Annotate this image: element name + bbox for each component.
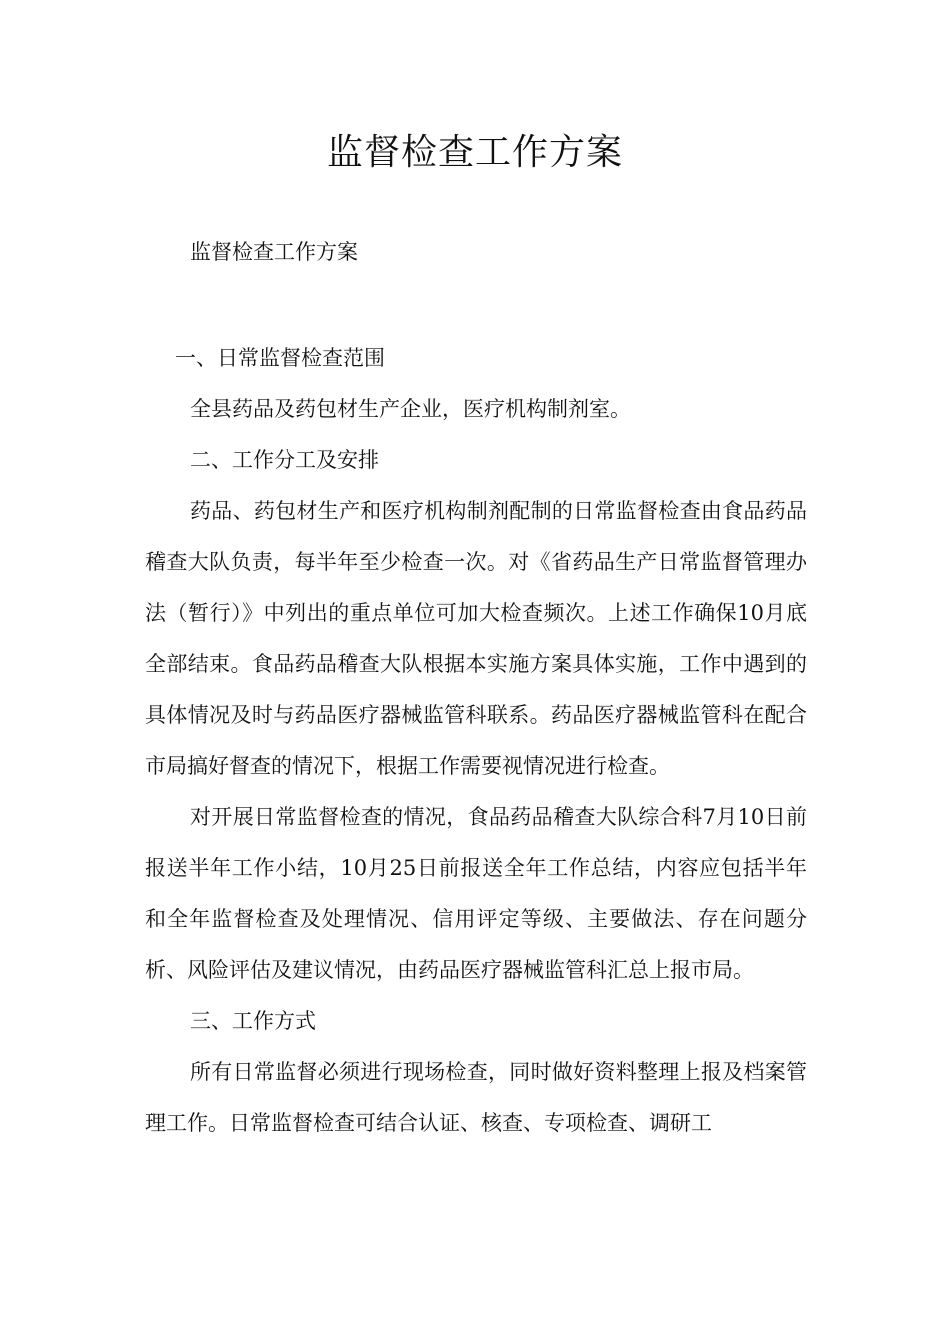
paragraph-method: 所有日常监督必须进行现场检查，同时做好资料整理上报及档案管理工作。日常监督检查可结合认证、核查、专项检查、调研工 (145, 1060, 807, 1135)
paragraph-scope: 全县药品及药包材生产企业，医疗机构制剂室。 (190, 397, 631, 421)
paragraph-reporting: 对开展日常监督检查的情况，食品药品稽查大队综合科7月10日前报送半年工作小结，10月25日前报送全年工作总结，内容应包括半年和全年监督检查及处理情况、信用评定等级、主要做法、存在问题分析、风险评估及建议情况，由药品医疗器械监管科汇总上报市局。 (145, 805, 807, 982)
section-heading-3: 三、工作方式 (190, 1009, 316, 1033)
document-subtitle: 监督检查工作方案 (190, 240, 358, 264)
paragraph-arrangement: 药品、药包材生产和医疗机构制剂配制的日常监督检查由食品药品稽查大队负责，每半年至少检查一次。对《省药品生产日常监督管理办法（暂行）》中列出的重点单位可加大检查频次。上述工作确保10月底全部结束。食品药品稽查大队根据本实施方案具体实施，工作中遇到的具体情况及时与药品医疗器械监管科联系。药品医疗器械监管科在配合市局搞好督查的情况下，根据工作需要视情况进行检查。 (145, 499, 807, 778)
document-body (145, 333, 807, 1149)
document-title: 监督检查工作方案 (326, 132, 623, 173)
section-heading-1: 一、日常监督检查范围 (175, 346, 385, 370)
section-heading-2: 二、工作分工及安排 (190, 448, 379, 472)
